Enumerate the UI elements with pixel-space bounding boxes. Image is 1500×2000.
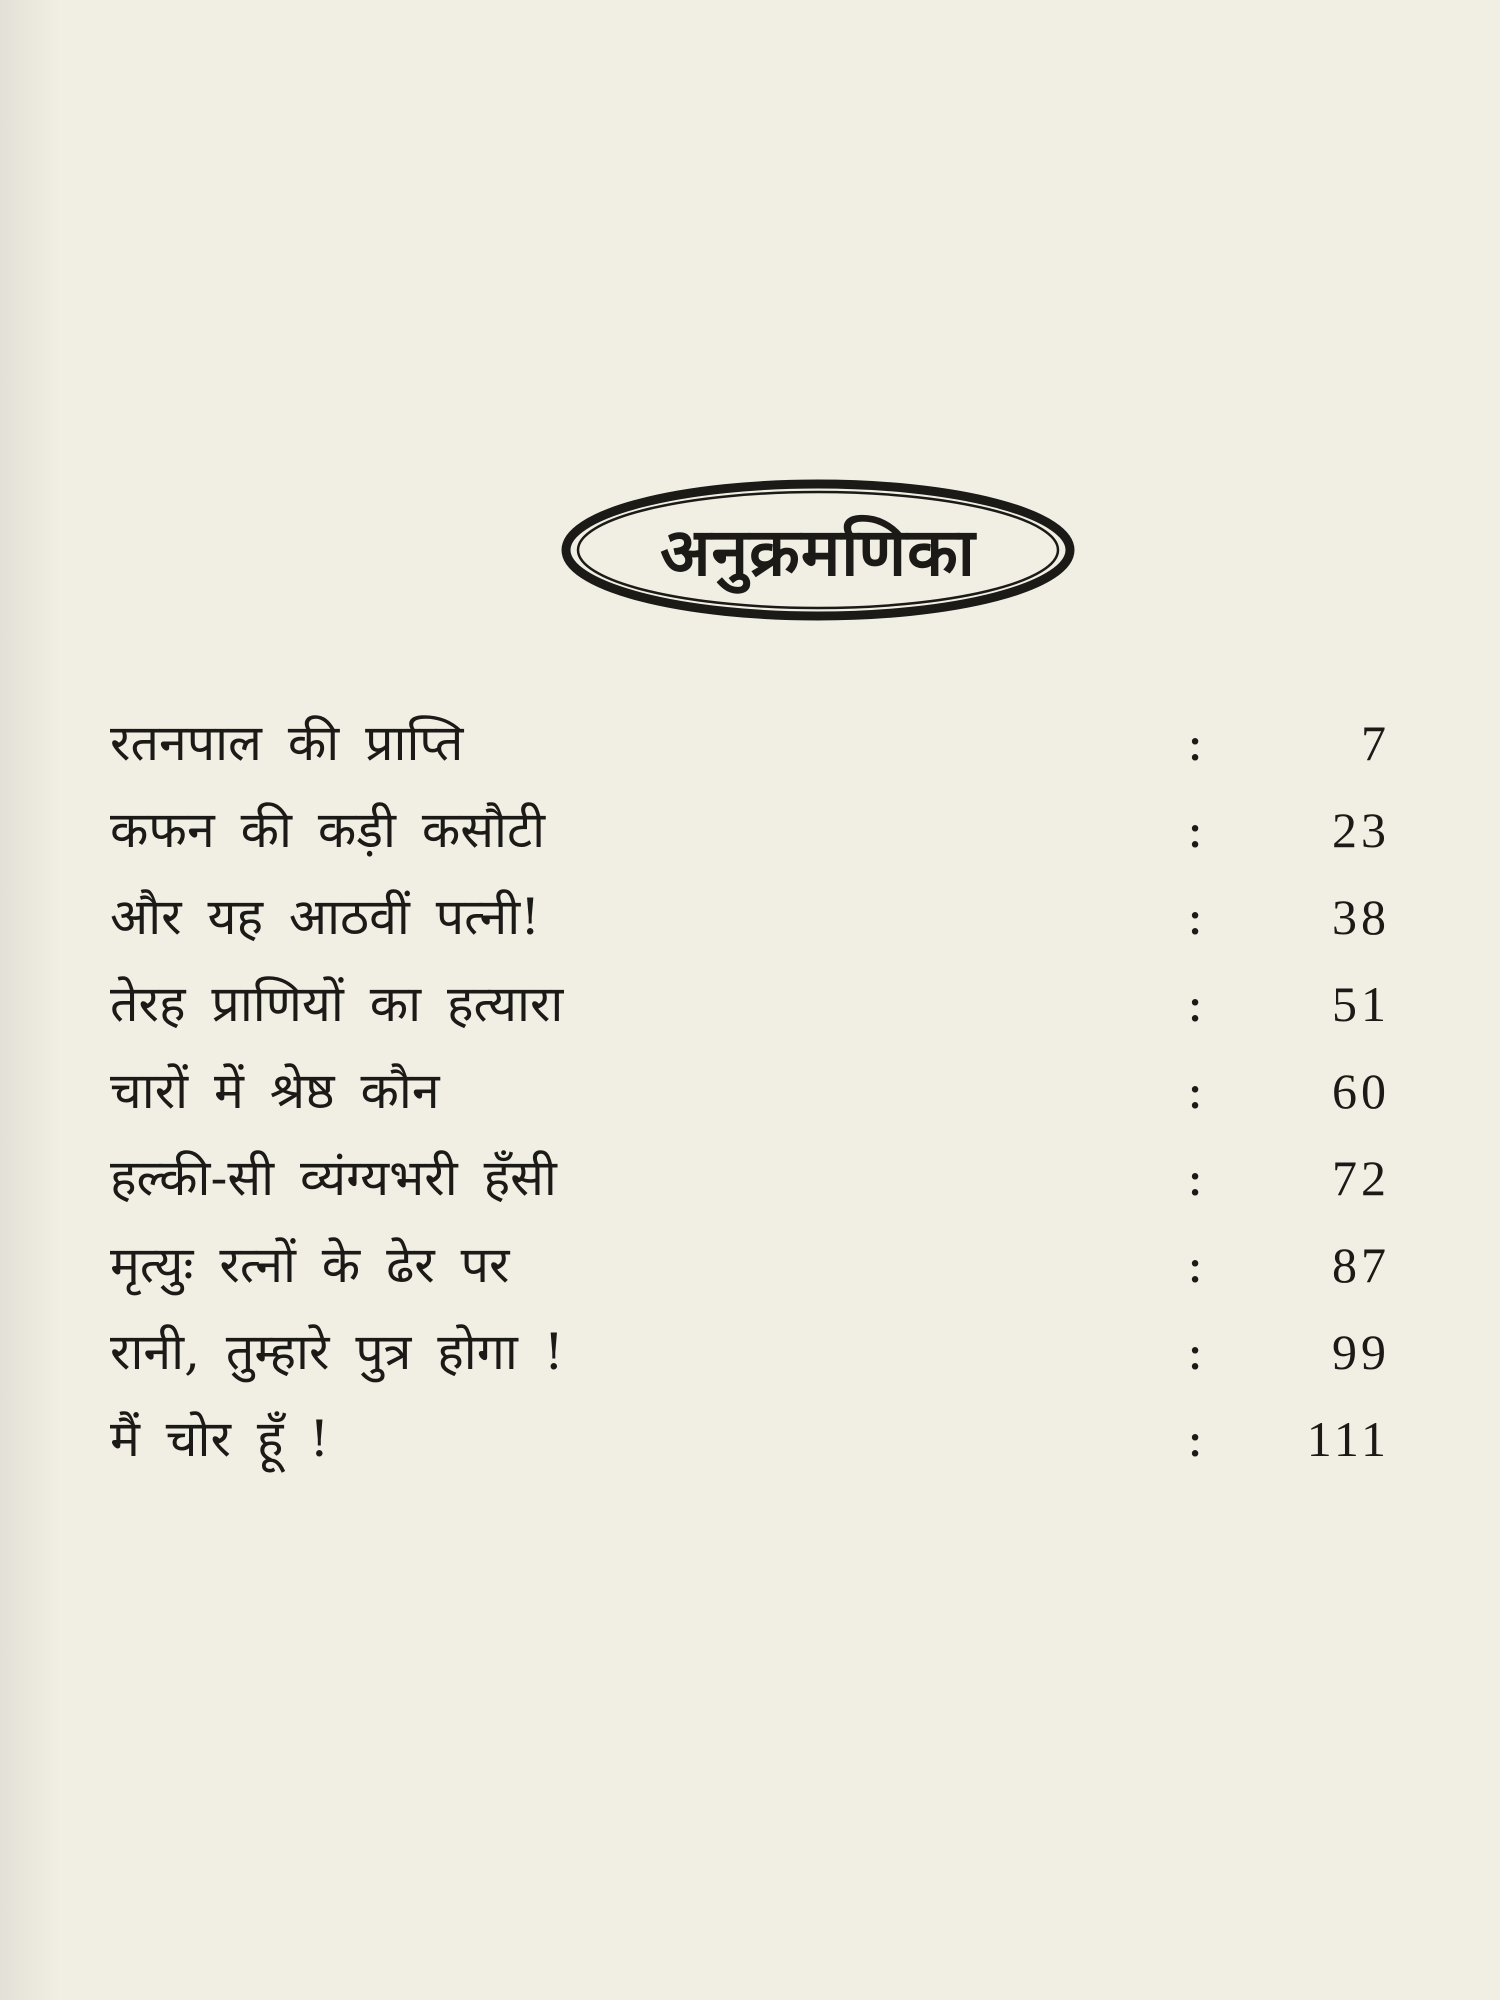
toc-entry-title: रतनपाल की प्राप्ति: [110, 714, 464, 772]
table-of-contents: [110, 700, 1390, 1483]
toc-row: [110, 1135, 1390, 1222]
page-title: अनुक्रमणिका: [660, 513, 976, 591]
heading-badge: [548, 470, 1088, 630]
toc-page-number: 87: [1332, 1237, 1390, 1293]
toc-entry-title: तेरह प्राणियों का हत्यारा: [110, 975, 564, 1033]
toc-separator: :: [1186, 888, 1204, 946]
toc-separator: :: [1186, 1062, 1204, 1120]
toc-row: [110, 787, 1390, 874]
toc-separator: :: [1186, 1410, 1204, 1468]
toc-entry-title: और यह आठवीं पत्नी!: [110, 888, 541, 946]
toc-page-number: 7: [1361, 715, 1390, 771]
toc-row: [110, 961, 1390, 1048]
toc-row: [110, 1396, 1390, 1483]
toc-separator: :: [1186, 714, 1204, 772]
toc-row: [110, 1048, 1390, 1135]
toc-page-number: 72: [1332, 1150, 1390, 1206]
toc-separator: :: [1186, 1323, 1204, 1381]
toc-separator: :: [1186, 801, 1204, 859]
toc-row: [110, 1222, 1390, 1309]
toc-entry-title: चारों में श्रेष्ठ कौन: [110, 1062, 440, 1120]
toc-row: [110, 1309, 1390, 1396]
toc-entry-title: मैं चोर हूँ !: [110, 1410, 330, 1468]
toc-page-number: 23: [1332, 802, 1390, 858]
toc-page-number: 99: [1332, 1324, 1390, 1380]
toc-page-number: 38: [1332, 889, 1390, 945]
toc-entry-title: रानी, तुम्हारे पुत्र होगा !: [110, 1323, 564, 1381]
toc-separator: :: [1186, 975, 1204, 1033]
toc-page-number: 60: [1332, 1063, 1390, 1119]
toc-row: [110, 700, 1390, 787]
toc-entry-title: मृत्युः रत्नों के ढेर पर: [110, 1236, 510, 1294]
toc-row: [110, 874, 1390, 961]
toc-separator: :: [1186, 1149, 1204, 1207]
toc-entry-title: हल्की-सी व्यंग्यभरी हँसी: [110, 1149, 557, 1207]
toc-page-number: 51: [1332, 976, 1390, 1032]
toc-entry-title: कफन की कड़ी कसौटी: [110, 801, 546, 859]
toc-page-number: 111: [1306, 1411, 1390, 1467]
toc-separator: :: [1186, 1236, 1204, 1294]
